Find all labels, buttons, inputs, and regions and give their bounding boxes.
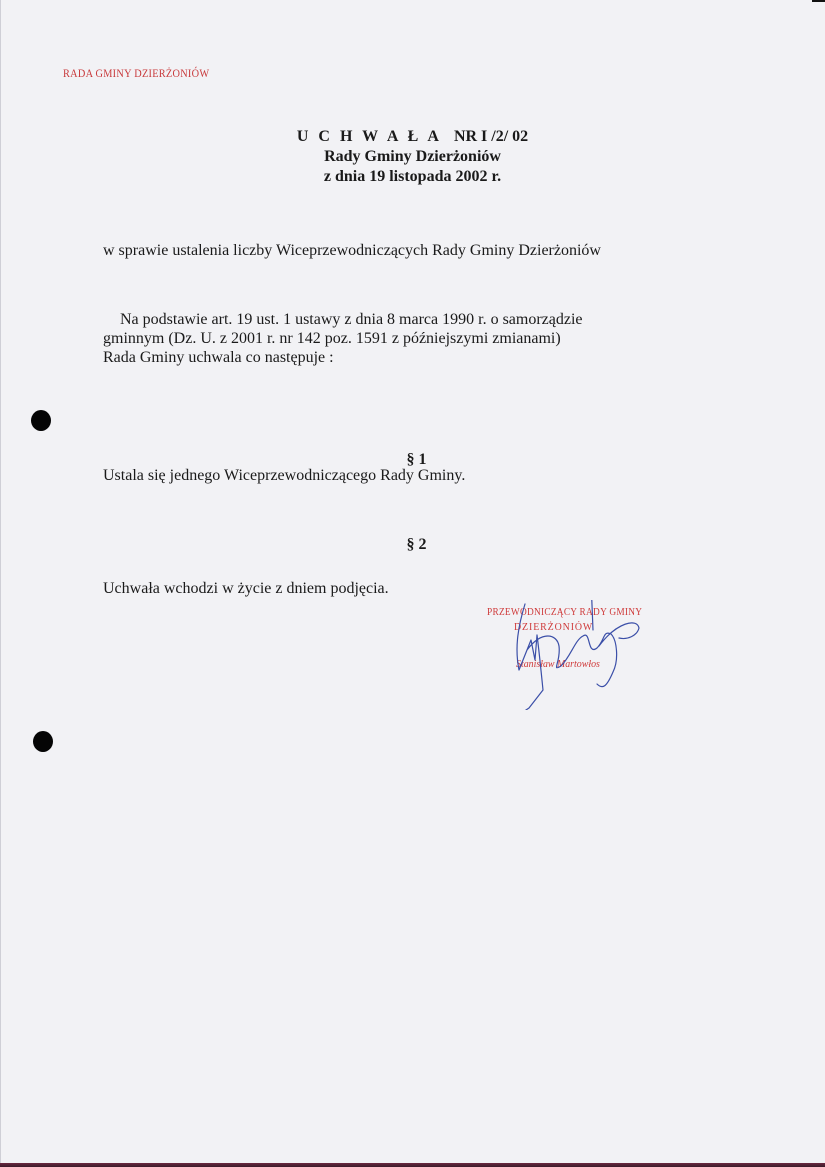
punch-hole-icon xyxy=(31,410,51,431)
legal-basis xyxy=(103,310,723,367)
scan-edge-bottom xyxy=(0,1163,825,1167)
stamp-line-1: PRZEWODNICZĄCY RADY GMINY xyxy=(487,606,643,618)
stamp-line-2: DZIERŻONIÓW xyxy=(514,621,594,633)
title-line-1 xyxy=(0,127,825,147)
resolution-subject: w sprawie ustalenia liczby Wiceprzewodniczących Rady Gminy Dzierżoniów xyxy=(103,242,601,259)
section-1-sign: § 1 xyxy=(406,451,427,468)
title-word: U C H W A Ł A xyxy=(296,128,442,145)
legal-basis-line: gminnym (Dz. U. z 2001 r. nr 142 poz. 1591 z późniejszymi zmianami) xyxy=(103,330,561,347)
legal-basis-line: Na podstawie art. 19 ust. 1 ustawy z dnia 8 marca 1990 r. o samorządzie xyxy=(120,311,583,328)
legal-basis-line: Rada Gminy uchwala co następuje : xyxy=(103,349,334,366)
scan-edge-top xyxy=(812,0,825,2)
section-1-text: Ustala się jednego Wiceprzewodniczącego Rady Gminy. xyxy=(103,467,466,484)
section-2-sign: § 2 xyxy=(406,536,427,553)
title-line-2: Rady Gminy Dzierżoniów xyxy=(324,148,501,165)
title-number: NR I /2/ 02 xyxy=(453,128,529,145)
resolution-title xyxy=(0,127,825,187)
stamp-name: Stanisław Martowłos xyxy=(516,658,600,670)
punch-hole-icon xyxy=(33,731,53,752)
chairman-stamp xyxy=(487,600,707,710)
title-line-3: z dnia 19 listopada 2002 r. xyxy=(323,168,502,185)
letterhead: RADA GMINY DZIERŻONIÓW xyxy=(63,66,210,80)
handwritten-signature xyxy=(487,600,707,710)
section-2-text: Uchwała wchodzi w życie z dniem podjęcia. xyxy=(103,580,389,597)
